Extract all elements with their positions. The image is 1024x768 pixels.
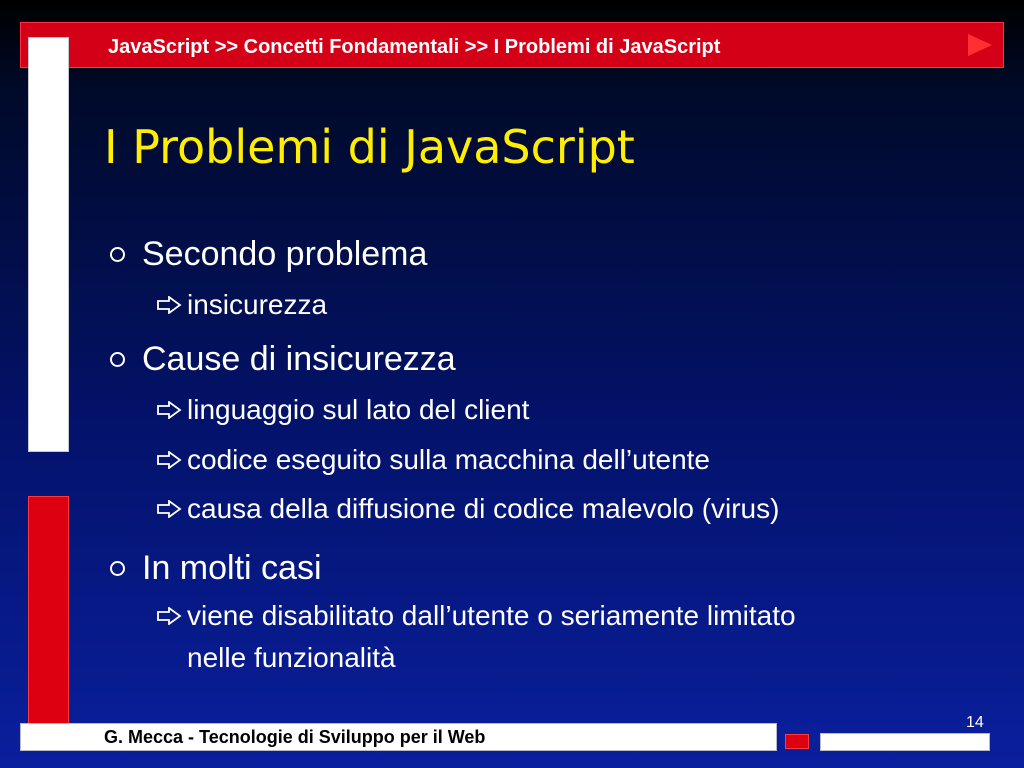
page-number: 14 xyxy=(966,714,984,731)
arrow-bullet-icon xyxy=(156,401,184,419)
sub-bullet-item: codice eseguito sulla macchina dell’utente xyxy=(187,444,710,475)
circle-bullet-icon xyxy=(110,561,125,576)
arrow-bullet-icon xyxy=(156,296,184,314)
sub-bullet-item: viene disabilitato dall’utente o seriamente limitato xyxy=(187,600,796,631)
footer-red-block xyxy=(785,734,809,749)
sub-bullet-continuation: nelle funzionalità xyxy=(187,642,396,673)
footer-white-block xyxy=(820,733,990,751)
breadcrumb: JavaScript >> Concetti Fondamentali >> I Problemi di JavaScript xyxy=(108,36,721,58)
bullet-item: Cause di insicurezza xyxy=(142,340,456,378)
arrow-bullet-icon xyxy=(156,451,184,469)
footer-author-course: G. Mecca - Tecnologie di Sviluppo per il Web xyxy=(104,727,486,747)
decorative-red-bar xyxy=(28,496,69,736)
circle-bullet-icon xyxy=(110,247,125,262)
bullet-item: Secondo problema xyxy=(142,235,428,273)
sub-bullet-item: causa della diffusione di codice malevolo (virus) xyxy=(187,493,780,524)
sub-bullet-item: linguaggio sul lato del client xyxy=(187,394,530,425)
sub-bullet-item: insicurezza xyxy=(187,289,328,320)
circle-bullet-icon xyxy=(110,352,125,367)
arrow-bullet-icon xyxy=(156,607,184,625)
arrow-bullet-icon xyxy=(156,500,184,518)
play-arrow-icon[interactable] xyxy=(968,34,992,56)
bullet-item: In molti casi xyxy=(142,549,322,587)
slide-title: I Problemi di JavaScript xyxy=(104,120,635,174)
decorative-white-bar xyxy=(28,37,69,452)
